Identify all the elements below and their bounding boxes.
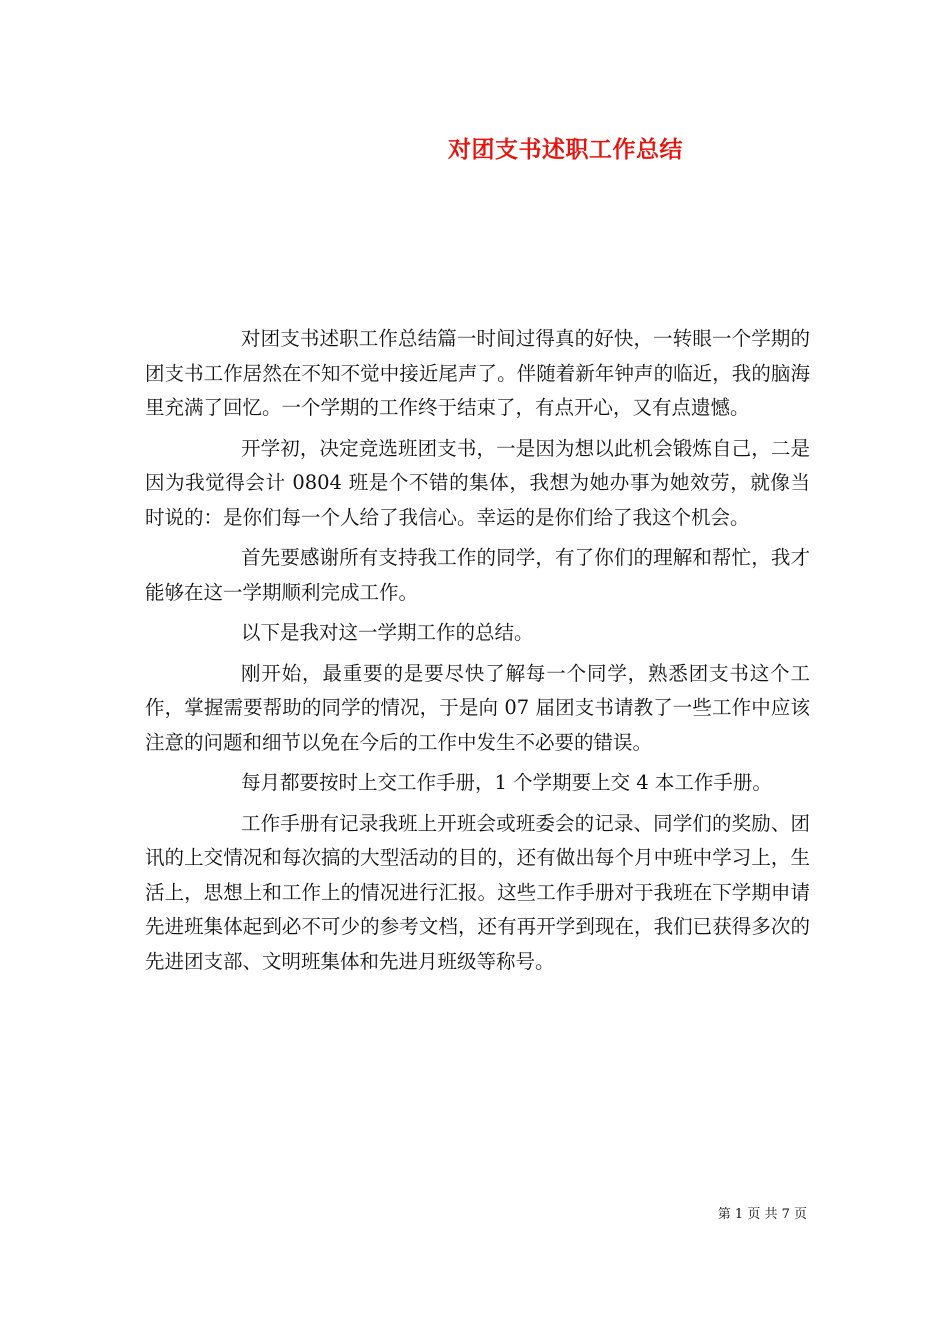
paragraph: 对团支书述职工作总结篇一时间过得真的好快，一转眼一个学期的团支书工作居然在不知不觉中接近尾声了。伴随着新年钟声的临近，我的脑海里充满了回忆。一个学期的工作终于结束了，有点开心，又有点遗憾。 [145, 327, 810, 419]
document-title: 对团支书述职工作总结 [448, 136, 683, 163]
paragraph: 每月都要按时上交工作手册，1 个学期要上交 4 本工作手册。 [241, 771, 772, 794]
paragraph: 工作手册有记录我班上开班会或班委会的记录、同学们的奖励、团讯的上交情况和每次搞的大型活动的目的，还有做出每个月中班中学习上，生活上，思想上和工作上的情况进行汇报。这些工作手册对于我班在下学期申请先进班集体起到必不可少的参考文档，还有再开学到现在，我们已获得多次的先进团支部、文明班集体和先进月班级等称号。 [145, 811, 810, 973]
paragraph: 首先要感谢所有支持我工作的同学，有了你们的理解和帮忙，我才能够在这一学期顺利完成工作。 [145, 546, 810, 604]
paragraph: 刚开始，最重要的是要尽快了解每一个同学，熟悉团支书这个工作，掌握需要帮助的同学的情况，于是向 07 届团支书请教了一些工作中应该注意的问题和细节以免在今后的工作中发生不必要的错误。 [145, 661, 810, 754]
page-number: 第 1 页 共 7 页 [717, 1207, 807, 1222]
paragraph: 开学初，决定竞选班团支书，一是因为想以此机会锻炼自己，二是因为我觉得会计 0804 班是个不错的集体，我想为她办事为她效劳，就像当时说的：是你们每一个人给了我信心。幸运的是你们给了我这个机会。 [145, 436, 810, 529]
paragraph: 以下是我对这一学期工作的总结。 [241, 621, 534, 644]
document-body [145, 322, 810, 979]
